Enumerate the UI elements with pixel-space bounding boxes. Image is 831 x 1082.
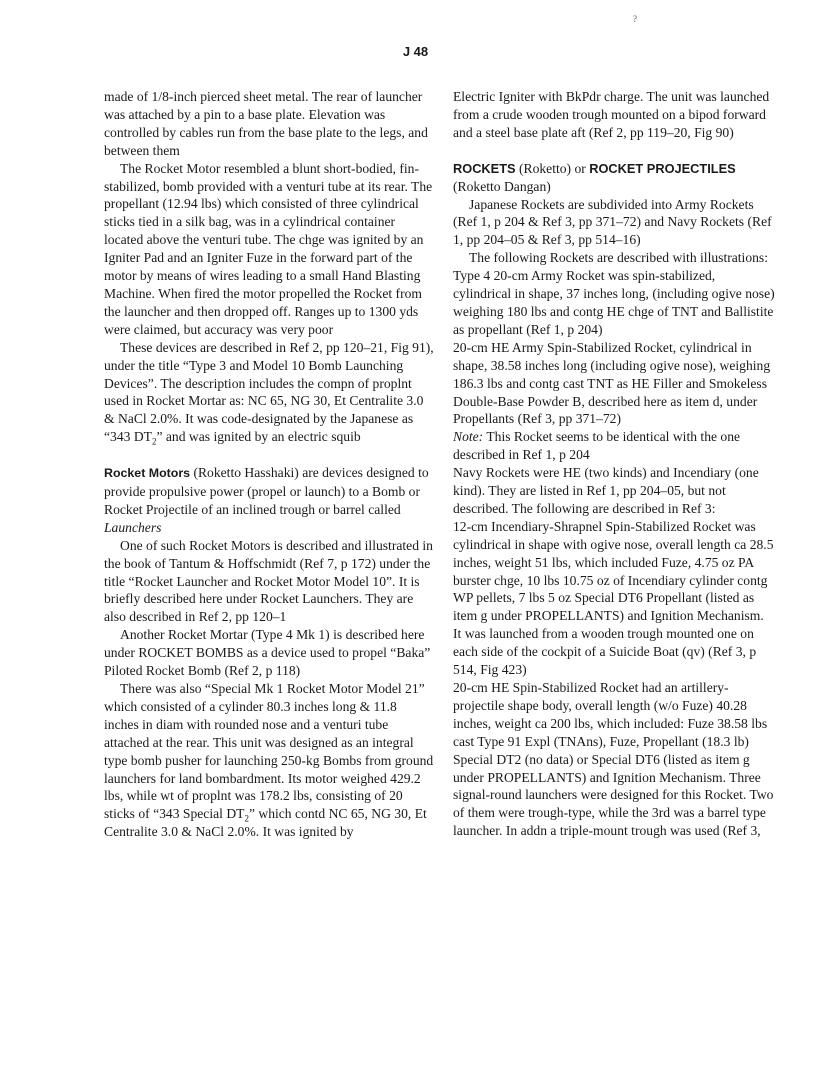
corner-mark: ? (633, 14, 637, 24)
text-run: (Roketto Hasshaki) are devices designed to provide propulsive power (propel or launch) to a Bomb or Rocket Projectile of an inclined trough or barrel called (104, 465, 429, 517)
paragraph: 20-cm HE Army Spin-Stabilized Rocket, cylindrical in shape, 38.58 inches long (including ogive nose), weighing 186.3 lbs and contg cast TNT as HE Filler and Smokeless Double-Base Powder B, described here as item d, under Propellants (Ref 3, pp 371–72) (453, 339, 771, 427)
text-run: There was also “Special Mk 1 Rocket Motor Model 21” which consisted of a cylinder 80.3 inches long & 11.8 inches in diam with rounded nose and a venturi tube attached at the rear. This unit was designed as an integral type bomb pusher for launching 250-kg Bombs from ground launchers for land bombardment. Its motor weighed 429.2 lbs, while wt of proplnt was 178.2 lbs, consisting of 20 sticks of “343 Special DT (104, 681, 434, 822)
paragraph: Another Rocket Mortar (Type 4 Mk 1) is described here under ROCKET BOMBS as a device used to propel “Baka” Piloted Rocket Bomb (Ref 2, p 118) (104, 627, 431, 679)
section-heading-rocket-motors: Rocket Motors (104, 466, 191, 481)
text-run: ” and was ignited by an electric squib (156, 429, 361, 445)
section-heading-rocket-projectiles: ROCKET PROJECTILES (589, 160, 736, 176)
paragraph: 12-cm Incendiary-Shrapnel Spin-Stabilized Rocket was cylindrical in shape with ogive nose, overall length ca 28.5 inches, weight 51 lbs, which included Fuze, 4.75 oz PA burster chge, 10 lbs 10.75 oz of Incendiary cylinder contg WP pellets, 7 lbs 5 oz Special DT6 Propellant (listed as item g under PROPELLANTS) and Ignition Mechanism. It was launched from a wooden trough mounted one on each side of the cockpit of a Suicide Boat (qv) (Ref 3, p 514, Fig 423) (453, 518, 774, 678)
subscript: 2 (244, 814, 249, 825)
paragraph (104, 339, 434, 446)
subscript: 2 (151, 436, 157, 447)
paragraph: The Rocket Motor resembled a blunt short-bodied, fin-stabilized, bomb provided with a venturi tube at its rear. The propellant (12.94 lbs) which consisted of three cylindrical sticks tied in a silk bag, was in a cylindrical container located above the venturi tube. The chge was ignited by an Igniter Pad and an Igniter Fuze in the forward part of the motor by means of wires leading to a small Hand Blasting Machine. When fired the motor propelled the Rocket from the launcher and then dropped off. Ranges up to 1300 yds were claimed, but accuracy was very poor (104, 160, 433, 337)
paragraph: Japanese Rockets are subdivided into Army Rockets (Ref 1, p 204 & Ref 3, pp 371–72) and Navy Rockets (Ref 1, pp 204–05 & Ref 3, pp 514–16) (453, 196, 772, 248)
paragraph (453, 160, 775, 196)
paragraph: Navy Rockets were HE (two kinds) and Incendiary (one kind). They are listed in Ref 1, pp 204–05, but not described. The following are described in Ref 3: (453, 465, 759, 516)
text-run: These devices are described in Ref 2, pp 120–21, Fig 91), under the title “Type 3 and Model 10 Bomb Launching Devices”. The description includes the compn of proplnt used in Rocket Mortar as: NC 65, NG 30, Et Centralite 3.0 & NaCl 2.0%. It was code-designated by the Japanese as “343 DT (104, 339, 434, 445)
text-run: (Roketto) or (515, 160, 590, 176)
paragraph (104, 464, 434, 537)
paragraph: made of 1/8-inch pierced sheet metal. The rear of launcher was attached by a pin to a base plate. Elevation was controlled by cables run from the base plate to the legs, and between them (104, 89, 428, 158)
paragraph: 20-cm HE Spin-Stabilized Rocket had an artillery-projectile shape body, overall length (w/o Fuze) 40.28 inches, weight ca 200 lbs, which included: Fuze 38.58 lbs cast Type 91 Expl (TNAns), Fuze, Propellant (18.3 lb) Special DT2 (no data) or Special DT6 (listed as item g under PROPELLANTS) and Ignition Mechanism. Three signal-round launchers were designed for this Rocket. Two of them were trough-type, while the 3rd was a barrel type launcher. In addn a triple-mount trough was used (Ref 3, (453, 680, 774, 839)
page-number: J 48 (402, 44, 429, 59)
section-heading-rockets: ROCKETS (453, 160, 516, 176)
paragraph: The following Rockets are described with illustrations: (469, 250, 768, 266)
text-run: ” which contd NC 65, NG 30, Et Centralite 3.0 & NaCl 2.0%. It was ignited by (104, 806, 427, 840)
right-column (453, 88, 775, 840)
paragraph (104, 680, 434, 841)
term-launchers: Launchers (104, 519, 162, 535)
paragraph (453, 428, 775, 464)
left-column (104, 88, 434, 841)
paragraph: Type 4 20-cm Army Rocket was spin-stabilized, cylindrical in shape, 37 inches long, (including ogive nose) weighing 180 lbs and contg HE chge of TNT and Ballistite as propellant (Ref 1, p 204) (453, 268, 775, 337)
paragraph: One of such Rocket Motors is described and illustrated in the book of Tantum & Hoffschmidt (Ref 7, p 172) under the title “Rocket Launcher and Rocket Motor Model 10”. It is briefly described here under Rocket Launchers. They are also described in Ref 2, pp 120–1 (104, 537, 433, 625)
paragraph: Electric Igniter with BkPdr charge. The unit was launched from a crude wooden trough mounted on a bipod forward and a steel base plate aft (Ref 2, pp 119–20, Fig 90) (453, 89, 770, 140)
note-label: Note: (453, 429, 484, 445)
text-run: This Rocket seems to be identical with the one described in Ref 1, p 204 (453, 429, 741, 463)
text-run: (Roketto Dangan) (453, 178, 551, 194)
